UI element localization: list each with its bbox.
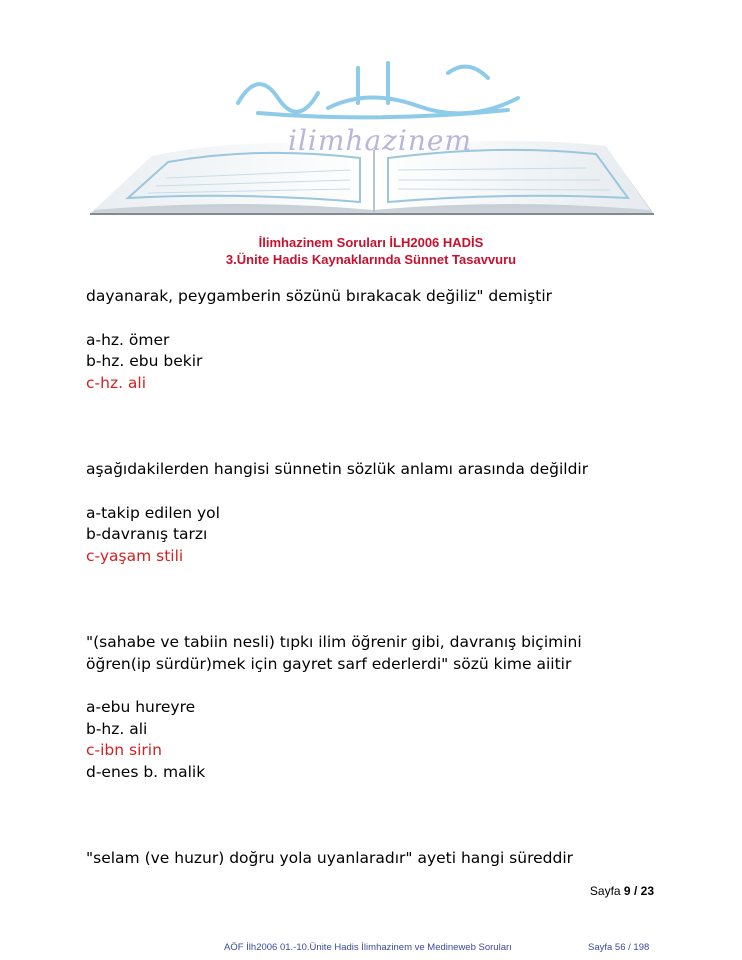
- question-3-option-b: b-hz. ali: [86, 719, 148, 738]
- page-total: 23: [640, 884, 654, 898]
- page-current: 9: [623, 884, 631, 898]
- question-1-option-b: b-hz. ebu bekir: [86, 352, 203, 370]
- footer-title: AÖF İlh2006 01.-10.Ünite Hadis İlimhazinem ve Medineweb Soruları: [224, 942, 512, 953]
- header-title: İlimhazinem Soruları İLH2006 HADİS: [258, 235, 484, 250]
- question-list: [86, 286, 686, 870]
- question-2-text: aşağıdakilerden hangisi sünnetin sözlük anlamı arasında değildir: [86, 460, 589, 478]
- question-2-option-a: a-takip edilen yol: [86, 503, 220, 522]
- question-1-answer: c-hz. ali: [86, 373, 147, 392]
- question-3-text-line-2: öğren(ip sürdür)mek için gayret sarf ederlerdi" sözü kime aiitir: [86, 654, 572, 673]
- question-3-option-d: d-enes b. malik: [86, 762, 206, 781]
- question-2-answer: c-yaşam stili: [86, 546, 184, 565]
- question-1-option-a: a-hz. ömer: [86, 330, 170, 349]
- question-1-text: dayanarak, peygamberin sözünü bırakacak değiliz" demiştir: [86, 287, 552, 305]
- question-4-text: "selam (ve huzur) doğru yola uyanlaradır" ayeti hangi süreddir: [86, 849, 574, 867]
- question-2-option-b: b-davranış tarzı: [86, 525, 208, 543]
- question-3-text-line-1: "(sahabe ve tabiin nesli) tıpkı ilim öğrenir gibi, davranış biçimini: [86, 633, 582, 651]
- calligraphy-image: [218, 48, 538, 128]
- header-subtitle: 3.Ünite Hadis Kaynaklarında Sünnet Tasavvuru: [225, 252, 517, 267]
- page-prefix: Sayfa: [589, 884, 621, 898]
- footer-page: Sayfa 56 / 198: [588, 942, 650, 953]
- brand-watermark: ilimhazinem: [288, 124, 473, 157]
- question-3-option-a: a-ebu hureyre: [86, 698, 196, 716]
- document-header: [0, 234, 742, 268]
- page-number: [590, 884, 654, 898]
- header-banner: [88, 38, 656, 218]
- page-separator: /: [633, 884, 638, 898]
- question-3-answer: c-ibn sirin: [86, 741, 162, 759]
